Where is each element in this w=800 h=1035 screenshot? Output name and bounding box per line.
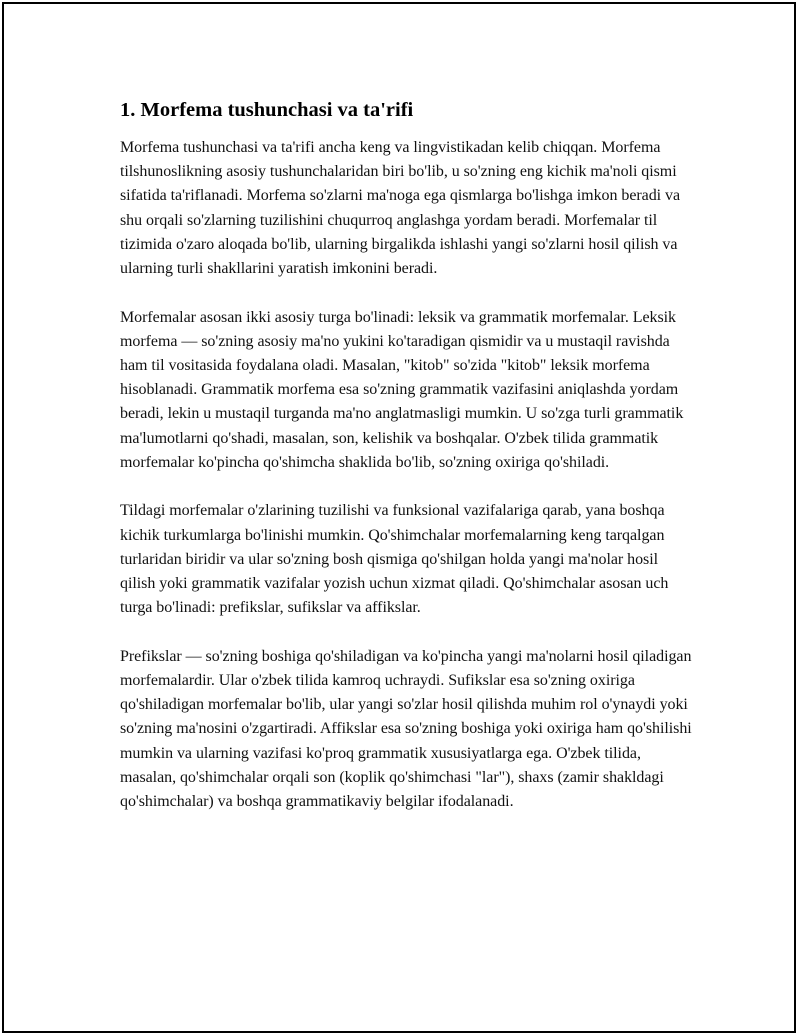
paragraph-subtypes: Tildagi morfemalar o'zlarining tuzilishi va funksional vazifalariga qarab, yana boshqa kichik turkumlarga bo'linishi mumkin. Qo'shimchalar morfemalarning keng tarqalgan turlaridan biridir va ular so'zning bosh qismiga qo'shilgan holda yangi ma'nolar hosil qilish yoki grammatik vazifalar yozish uchun xizmat qiladi. Qo'shimchalar asosan uch turga bo'linadi: prefikslar, sufikslar va affikslar. bbox=[120, 502, 669, 617]
paragraph-morpheme-types: Morfemalar asosan ikki asosiy turga bo'linadi: leksik va grammatik morfemalar. Leksik morfema — so'zning asosiy ma'no yukini ko'taradigan qismidir va u mustaqil ravishda ham til vositasida foydalana oladi. Masalan, "kitob" so'zida "kitob" leksik morfema hisoblanadi. Grammatik morfema esa so'zning grammatik vazifasini aniqlashda yordam beradi, lekin u mustaqil turganda ma'no anglatmasligi mumkin. U so'zga turli grammatik ma'lumotlarni qo'shadi, masalan, son, kelishik va boshqalar. O'zbek tilida grammatik morfemalar ko'pincha qo'shimcha shaklida bo'lib, so'zning oxiriga qo'shiladi. bbox=[120, 308, 684, 471]
paragraph-affixes: Prefikslar — so'zning boshiga qo'shiladigan va ko'pincha yangi ma'nolarni hosil qiladigan morfemalardir. Ular o'zbek tilida kamroq uchraydi. Sufikslar esa so'zning oxiriga qo'shiladigan morfemalar bo'lib, ular yangi so'zlar hosil qilishda muhim rol o'ynaydi yoki so'zning ma'nosini o'zgartiradi. Affikslar esa so'zning boshiga yoki oxiriga ham qo'shilishi mumkin va ularning vazifasi ko'proq grammatik xususiyatlarga ega. O'zbek tilida, masalan, qo'shimchalar orqali son (koplik qo'shimchasi "lar"), shaxs (zamir shakldagi qo'shimchalar) va boshqa grammatikaviy belgilar ifodalanadi. bbox=[120, 647, 692, 811]
page-frame bbox=[2, 2, 796, 1033]
section-heading: 1. Morfema tushunchasi va ta'rifi bbox=[120, 99, 414, 121]
document-body bbox=[120, 96, 695, 839]
paragraph-definition: Morfema tushunchasi va ta'rifi ancha keng va lingvistikadan kelib chiqqan. Morfema tilshunoslikning asosiy tushunchalaridan biri bo'lib, u so'zning eng kichik ma'noli qismi sifatida ta'riflanadi. Morfema so'zlarni ma'noga ega qismlarga bo'lishga imkon beradi va shu orqali so'zlarning tuzilishini chuqurroq anglashga yordam beradi. Morfemalar til tizimida o'zaro aloqada bo'lib, ularning birgalikda ishlashi yangi so'zlarni hosil qilish va ularning turli shakllarini yaratish imkonini beradi. bbox=[120, 139, 680, 278]
